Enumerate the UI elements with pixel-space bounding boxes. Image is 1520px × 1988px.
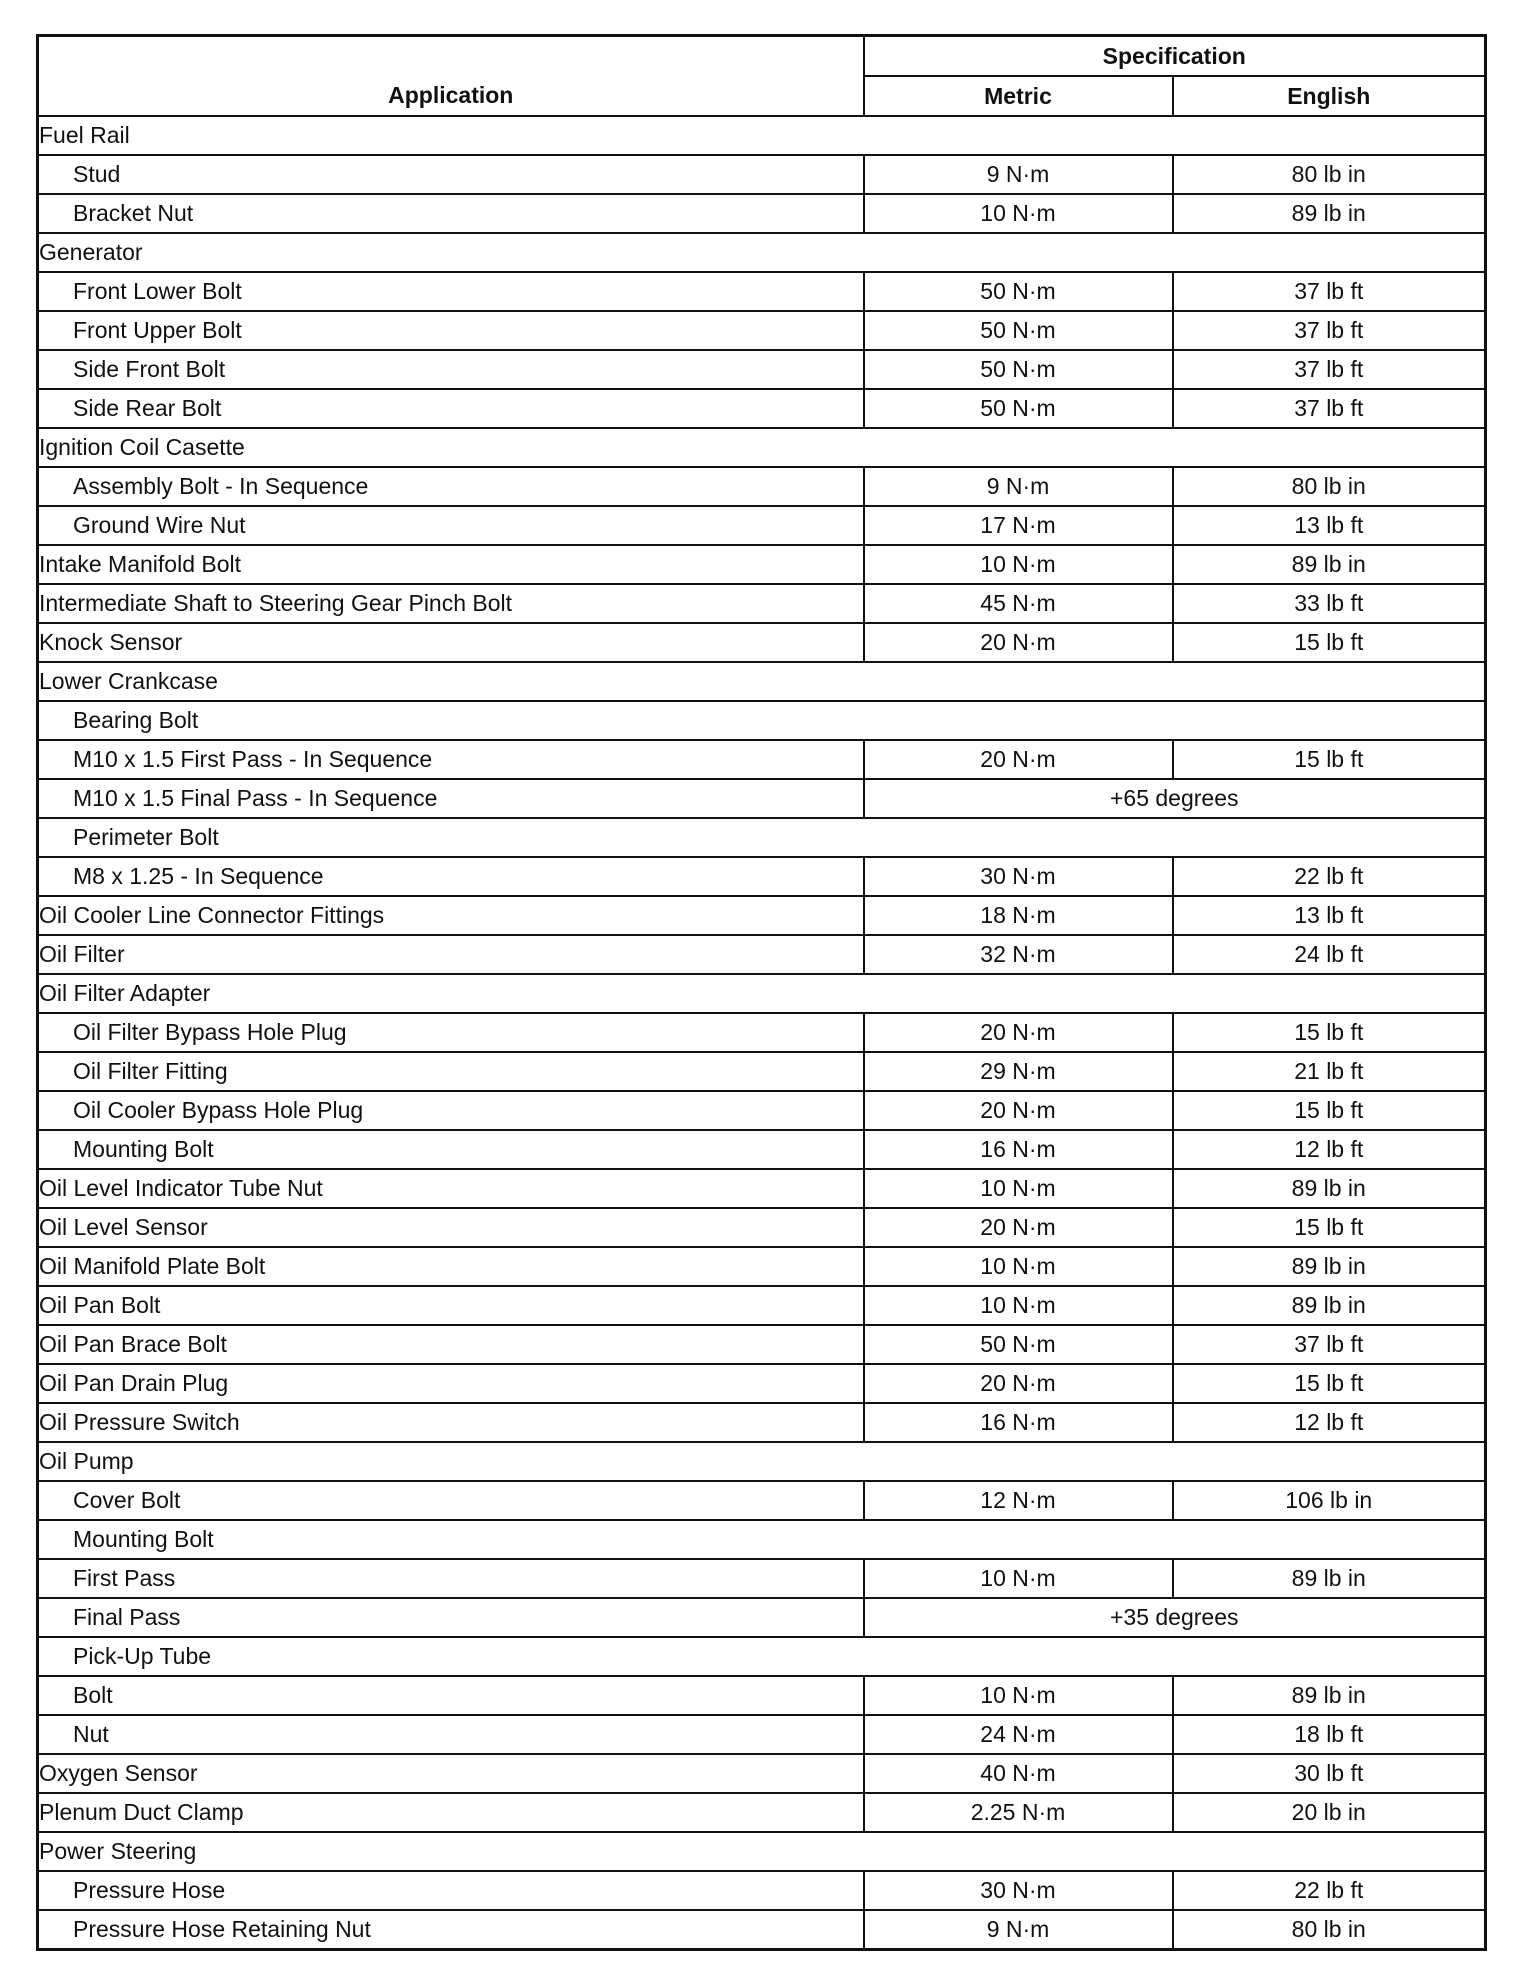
section-row: [38, 428, 1486, 467]
english-cell: 89 lb in: [1173, 1676, 1486, 1715]
application-cell: Bracket Nut: [38, 194, 864, 233]
english-cell: 37 lb ft: [1173, 1325, 1486, 1364]
metric-cell: 40 N·m: [864, 1754, 1173, 1793]
english-cell: 89 lb in: [1173, 545, 1486, 584]
table-row: [38, 1247, 1486, 1286]
table-row: [38, 545, 1486, 584]
english-cell: 15 lb ft: [1173, 740, 1486, 779]
metric-cell: 50 N·m: [864, 350, 1173, 389]
application-cell: M10 x 1.5 First Pass - In Sequence: [38, 740, 864, 779]
table-row: [38, 1130, 1486, 1169]
table-body: [38, 116, 1486, 1950]
table-row: [38, 1364, 1486, 1403]
application-cell: Assembly Bolt - In Sequence: [38, 467, 864, 506]
english-cell: 80 lb in: [1173, 467, 1486, 506]
application-cell: Oil Filter Bypass Hole Plug: [38, 1013, 864, 1052]
application-cell: Ground Wire Nut: [38, 506, 864, 545]
application-cell: M10 x 1.5 Final Pass - In Sequence: [38, 779, 864, 818]
english-cell: 89 lb in: [1173, 1247, 1486, 1286]
metric-cell: 29 N·m: [864, 1052, 1173, 1091]
table-row: [38, 1169, 1486, 1208]
english-cell: 15 lb ft: [1173, 1208, 1486, 1247]
application-cell: Bolt: [38, 1676, 864, 1715]
section-row: [38, 1832, 1486, 1871]
english-cell: 24 lb ft: [1173, 935, 1486, 974]
metric-cell: 50 N·m: [864, 311, 1173, 350]
table-row: [38, 1715, 1486, 1754]
application-cell: Side Rear Bolt: [38, 389, 864, 428]
application-cell: Knock Sensor: [38, 623, 864, 662]
empty-spec-cell: [864, 701, 1486, 740]
table-row: [38, 467, 1486, 506]
english-cell: 37 lb ft: [1173, 350, 1486, 389]
metric-cell: 10 N·m: [864, 1559, 1173, 1598]
table-row: [38, 350, 1486, 389]
english-cell: 80 lb in: [1173, 155, 1486, 194]
section-row: [38, 1442, 1486, 1481]
application-cell: Oxygen Sensor: [38, 1754, 864, 1793]
table-row: [38, 506, 1486, 545]
column-header-english: English: [1173, 76, 1486, 116]
empty-spec-cell: [864, 1832, 1486, 1871]
english-cell: 106 lb in: [1173, 1481, 1486, 1520]
section-row: [38, 1520, 1486, 1559]
column-header-specification: Specification: [864, 36, 1486, 77]
metric-cell: 10 N·m: [864, 194, 1173, 233]
angle-spec-cell: +65 degrees: [864, 779, 1486, 818]
application-cell: Cover Bolt: [38, 1481, 864, 1520]
empty-spec-cell: [864, 818, 1486, 857]
application-cell: Pressure Hose: [38, 1871, 864, 1910]
empty-spec-cell: [864, 1637, 1486, 1676]
application-cell: Mounting Bolt: [38, 1130, 864, 1169]
metric-cell: 20 N·m: [864, 1091, 1173, 1130]
application-cell: Oil Pan Brace Bolt: [38, 1325, 864, 1364]
fastener-torque-table: [36, 34, 1487, 1951]
english-cell: 12 lb ft: [1173, 1130, 1486, 1169]
column-header-metric: Metric: [864, 76, 1173, 116]
table-row: [38, 155, 1486, 194]
angle-spec-cell: +35 degrees: [864, 1598, 1486, 1637]
section-label: Oil Filter Adapter: [38, 974, 864, 1013]
metric-cell: 30 N·m: [864, 1871, 1173, 1910]
empty-spec-cell: [864, 1520, 1486, 1559]
metric-cell: 10 N·m: [864, 1286, 1173, 1325]
application-cell: Front Lower Bolt: [38, 272, 864, 311]
section-row: [38, 662, 1486, 701]
metric-cell: 20 N·m: [864, 623, 1173, 662]
metric-cell: 10 N·m: [864, 1169, 1173, 1208]
table-row: [38, 1052, 1486, 1091]
application-cell: Stud: [38, 155, 864, 194]
section-label: Generator: [38, 233, 864, 272]
english-cell: 37 lb ft: [1173, 311, 1486, 350]
english-cell: 15 lb ft: [1173, 1364, 1486, 1403]
english-cell: 12 lb ft: [1173, 1403, 1486, 1442]
table-row: [38, 1871, 1486, 1910]
metric-cell: 20 N·m: [864, 1208, 1173, 1247]
application-cell: Oil Pan Drain Plug: [38, 1364, 864, 1403]
metric-cell: 17 N·m: [864, 506, 1173, 545]
application-cell: Pressure Hose Retaining Nut: [38, 1910, 864, 1950]
application-cell: Oil Pressure Switch: [38, 1403, 864, 1442]
table-row: [38, 857, 1486, 896]
table-row: [38, 740, 1486, 779]
application-cell: Oil Pan Bolt: [38, 1286, 864, 1325]
application-cell: Oil Cooler Bypass Hole Plug: [38, 1091, 864, 1130]
section-row: [38, 974, 1486, 1013]
english-cell: 22 lb ft: [1173, 1871, 1486, 1910]
metric-cell: 32 N·m: [864, 935, 1173, 974]
table-row: [38, 896, 1486, 935]
metric-cell: 2.25 N·m: [864, 1793, 1173, 1832]
english-cell: 89 lb in: [1173, 1559, 1486, 1598]
metric-cell: 24 N·m: [864, 1715, 1173, 1754]
table-row: [38, 1325, 1486, 1364]
section-label: Mounting Bolt: [38, 1520, 864, 1559]
metric-cell: 10 N·m: [864, 1247, 1173, 1286]
application-cell: First Pass: [38, 1559, 864, 1598]
table-row: [38, 584, 1486, 623]
table-row: [38, 1286, 1486, 1325]
english-cell: 37 lb ft: [1173, 389, 1486, 428]
table-row: [38, 623, 1486, 662]
english-cell: 30 lb ft: [1173, 1754, 1486, 1793]
section-row: [38, 1637, 1486, 1676]
section-label: Bearing Bolt: [38, 701, 864, 740]
english-cell: 22 lb ft: [1173, 857, 1486, 896]
english-cell: 13 lb ft: [1173, 896, 1486, 935]
application-cell: Nut: [38, 1715, 864, 1754]
metric-cell: 18 N·m: [864, 896, 1173, 935]
empty-spec-cell: [864, 428, 1486, 467]
torque-spec-sheet: [36, 34, 1484, 1951]
english-cell: 89 lb in: [1173, 194, 1486, 233]
section-row: [38, 701, 1486, 740]
table-row: [38, 311, 1486, 350]
english-cell: 89 lb in: [1173, 1169, 1486, 1208]
metric-cell: 9 N·m: [864, 155, 1173, 194]
english-cell: 20 lb in: [1173, 1793, 1486, 1832]
table-row: [38, 272, 1486, 311]
table-row: [38, 1403, 1486, 1442]
section-label: Perimeter Bolt: [38, 818, 864, 857]
table-row: [38, 1676, 1486, 1715]
application-cell: Oil Level Indicator Tube Nut: [38, 1169, 864, 1208]
empty-spec-cell: [864, 116, 1486, 155]
metric-cell: 12 N·m: [864, 1481, 1173, 1520]
english-cell: 15 lb ft: [1173, 623, 1486, 662]
metric-cell: 50 N·m: [864, 1325, 1173, 1364]
metric-cell: 9 N·m: [864, 467, 1173, 506]
section-label: Power Steering: [38, 1832, 864, 1871]
table-row: [38, 1754, 1486, 1793]
metric-cell: 20 N·m: [864, 1364, 1173, 1403]
table-row: [38, 1208, 1486, 1247]
metric-cell: 50 N·m: [864, 272, 1173, 311]
empty-spec-cell: [864, 974, 1486, 1013]
table-row: [38, 935, 1486, 974]
section-label: Ignition Coil Casette: [38, 428, 864, 467]
metric-cell: 16 N·m: [864, 1130, 1173, 1169]
section-row: [38, 116, 1486, 155]
table-row: [38, 1598, 1486, 1637]
application-cell: Oil Filter Fitting: [38, 1052, 864, 1091]
metric-cell: 20 N·m: [864, 1013, 1173, 1052]
english-cell: 33 lb ft: [1173, 584, 1486, 623]
english-cell: 89 lb in: [1173, 1286, 1486, 1325]
english-cell: 21 lb ft: [1173, 1052, 1486, 1091]
section-label: Pick-Up Tube: [38, 1637, 864, 1676]
english-cell: 15 lb ft: [1173, 1013, 1486, 1052]
application-cell: Final Pass: [38, 1598, 864, 1637]
table-row: [38, 1091, 1486, 1130]
table-row: [38, 1559, 1486, 1598]
english-cell: 18 lb ft: [1173, 1715, 1486, 1754]
application-cell: Side Front Bolt: [38, 350, 864, 389]
metric-cell: 20 N·m: [864, 740, 1173, 779]
empty-spec-cell: [864, 233, 1486, 272]
section-label: Fuel Rail: [38, 116, 864, 155]
table-row: [38, 1013, 1486, 1052]
empty-spec-cell: [864, 1442, 1486, 1481]
application-cell: Oil Manifold Plate Bolt: [38, 1247, 864, 1286]
section-label: Lower Crankcase: [38, 662, 864, 701]
table-row: [38, 1481, 1486, 1520]
column-header-application: Application: [38, 36, 864, 117]
application-cell: Intermediate Shaft to Steering Gear Pinch Bolt: [38, 584, 864, 623]
metric-cell: 50 N·m: [864, 389, 1173, 428]
english-cell: 15 lb ft: [1173, 1091, 1486, 1130]
metric-cell: 9 N·m: [864, 1910, 1173, 1950]
english-cell: 37 lb ft: [1173, 272, 1486, 311]
header-row-top: [38, 36, 1486, 77]
application-cell: Plenum Duct Clamp: [38, 1793, 864, 1832]
metric-cell: 30 N·m: [864, 857, 1173, 896]
section-row: [38, 818, 1486, 857]
metric-cell: 10 N·m: [864, 1676, 1173, 1715]
metric-cell: 10 N·m: [864, 545, 1173, 584]
english-cell: 80 lb in: [1173, 1910, 1486, 1950]
application-cell: Oil Cooler Line Connector Fittings: [38, 896, 864, 935]
application-cell: Intake Manifold Bolt: [38, 545, 864, 584]
section-label: Oil Pump: [38, 1442, 864, 1481]
empty-spec-cell: [864, 662, 1486, 701]
table-row: [38, 194, 1486, 233]
application-cell: Front Upper Bolt: [38, 311, 864, 350]
metric-cell: 16 N·m: [864, 1403, 1173, 1442]
table-row: [38, 389, 1486, 428]
english-cell: 13 lb ft: [1173, 506, 1486, 545]
application-cell: Oil Level Sensor: [38, 1208, 864, 1247]
section-row: [38, 233, 1486, 272]
application-cell: M8 x 1.25 - In Sequence: [38, 857, 864, 896]
table-row: [38, 1910, 1486, 1950]
table-row: [38, 779, 1486, 818]
metric-cell: 45 N·m: [864, 584, 1173, 623]
application-cell: Oil Filter: [38, 935, 864, 974]
table-row: [38, 1793, 1486, 1832]
